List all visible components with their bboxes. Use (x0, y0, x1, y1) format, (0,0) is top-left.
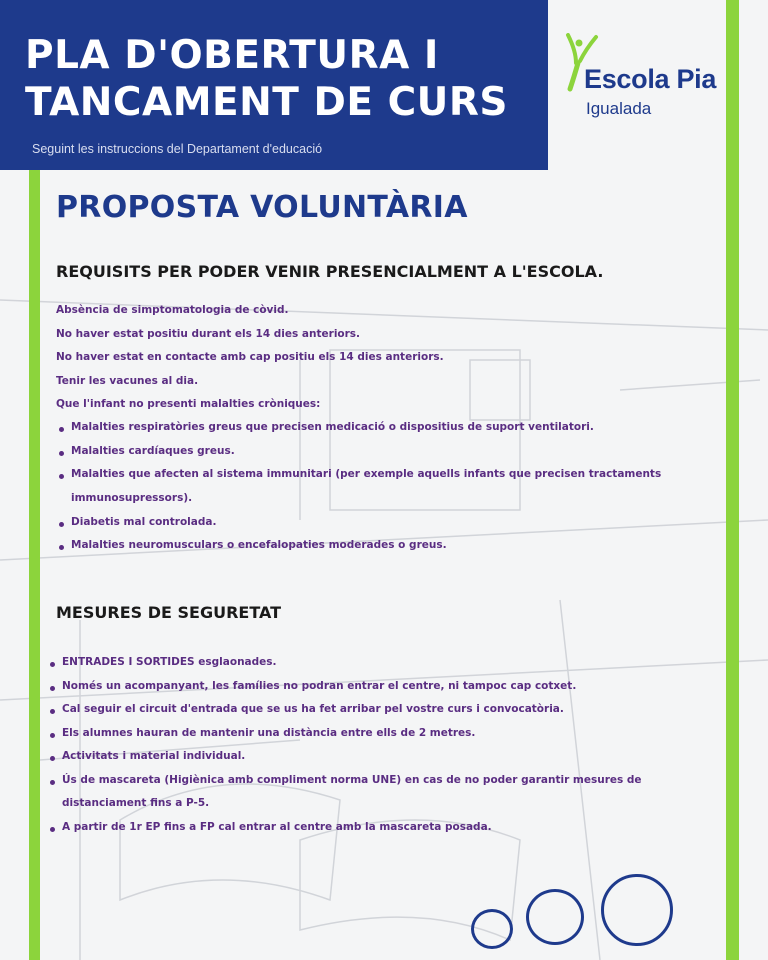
bullet-dot (59, 522, 64, 527)
green-frame-left (29, 170, 40, 960)
bullet-dot (59, 451, 64, 456)
logo-subtitle: Igualada (586, 99, 652, 118)
decorative-circle-medium (526, 889, 584, 945)
mesura-item: Ús de mascareta (Higiènica amb compliment norma UNE) en cas de no poder garantir mesures de (62, 774, 642, 786)
mesura-item: Activitats i material individual. (62, 750, 246, 762)
header-banner (0, 0, 548, 170)
mesura-item-continuation: distanciament fins a P-5. (62, 797, 210, 809)
bullet-dot (50, 756, 55, 761)
bullet-dot (50, 686, 55, 691)
requisit-bullet: Malalties neuromusculars o encefalopaties moderades o greus. (71, 539, 447, 551)
mesura-item: Els alumnes hauran de mantenir una distància entre ells de 2 metres. (62, 727, 476, 739)
header-title-line1: PLA D'OBERTURA I (25, 33, 439, 78)
bullet-dot (50, 827, 55, 832)
requisit-item: Tenir les vacunes al dia. (56, 375, 199, 387)
section-title: PROPOSTA VOLUNTÀRIA (56, 190, 468, 225)
bullet-dot (59, 545, 64, 550)
requisit-item: Absència de simptomatologia de còvid. (56, 304, 289, 316)
header-subtitle: Seguint les instruccions del Departament d'educació (32, 142, 323, 156)
bullet-dot (59, 474, 64, 479)
requisit-bullet: Diabetis mal controlada. (71, 516, 217, 528)
requisits-heading: REQUISITS PER PODER VENIR PRESENCIALMENT A L'ESCOLA. (56, 262, 604, 281)
requisit-item: No haver estat positiu durant els 14 dies anteriors. (56, 328, 361, 340)
mesura-item: Només un acompanyant, les famílies no podran entrar el centre, ni tampoc cap cotxet. (62, 680, 577, 692)
bullet-dot (50, 662, 55, 667)
green-frame-right (726, 0, 739, 960)
decorative-circle-large (601, 874, 673, 946)
requisit-bullet: Malalties cardíaques greus. (71, 445, 235, 457)
header-title (25, 32, 545, 126)
mesures-heading: MESURES DE SEGURETAT (56, 603, 282, 622)
header-title-line2: TANCAMENT DE CURS (25, 80, 508, 125)
bullet-dot (59, 427, 64, 432)
bullet-dot (50, 780, 55, 785)
requisit-bullet: Malalties que afecten al sistema immunitari (per exemple aquells infants que precisen tractaments (71, 468, 662, 480)
requisit-bullet: Malalties respiratòries greus que precisen medicació o dispositius de suport ventilatori. (71, 421, 594, 433)
bullet-dot (50, 709, 55, 714)
requisit-bullet-continuation: immunosupressors). (71, 492, 193, 504)
requisit-item: No haver estat en contacte amb cap positiu els 14 dies anteriors. (56, 351, 444, 363)
mesura-item: A partir de 1r EP fins a FP cal entrar al centre amb la mascareta posada. (62, 821, 492, 833)
mesura-item: ENTRADES I SORTIDES esglaonades. (62, 656, 277, 668)
logo-name: Escola Pia (584, 64, 717, 94)
requisit-item: Que l'infant no presenti malalties cròniques: (56, 398, 321, 410)
decorative-circle-small (471, 909, 513, 949)
bullet-dot (50, 733, 55, 738)
mesura-item: Cal seguir el circuit d'entrada que se us ha fet arribar pel vostre curs i convocatòria. (62, 703, 564, 715)
